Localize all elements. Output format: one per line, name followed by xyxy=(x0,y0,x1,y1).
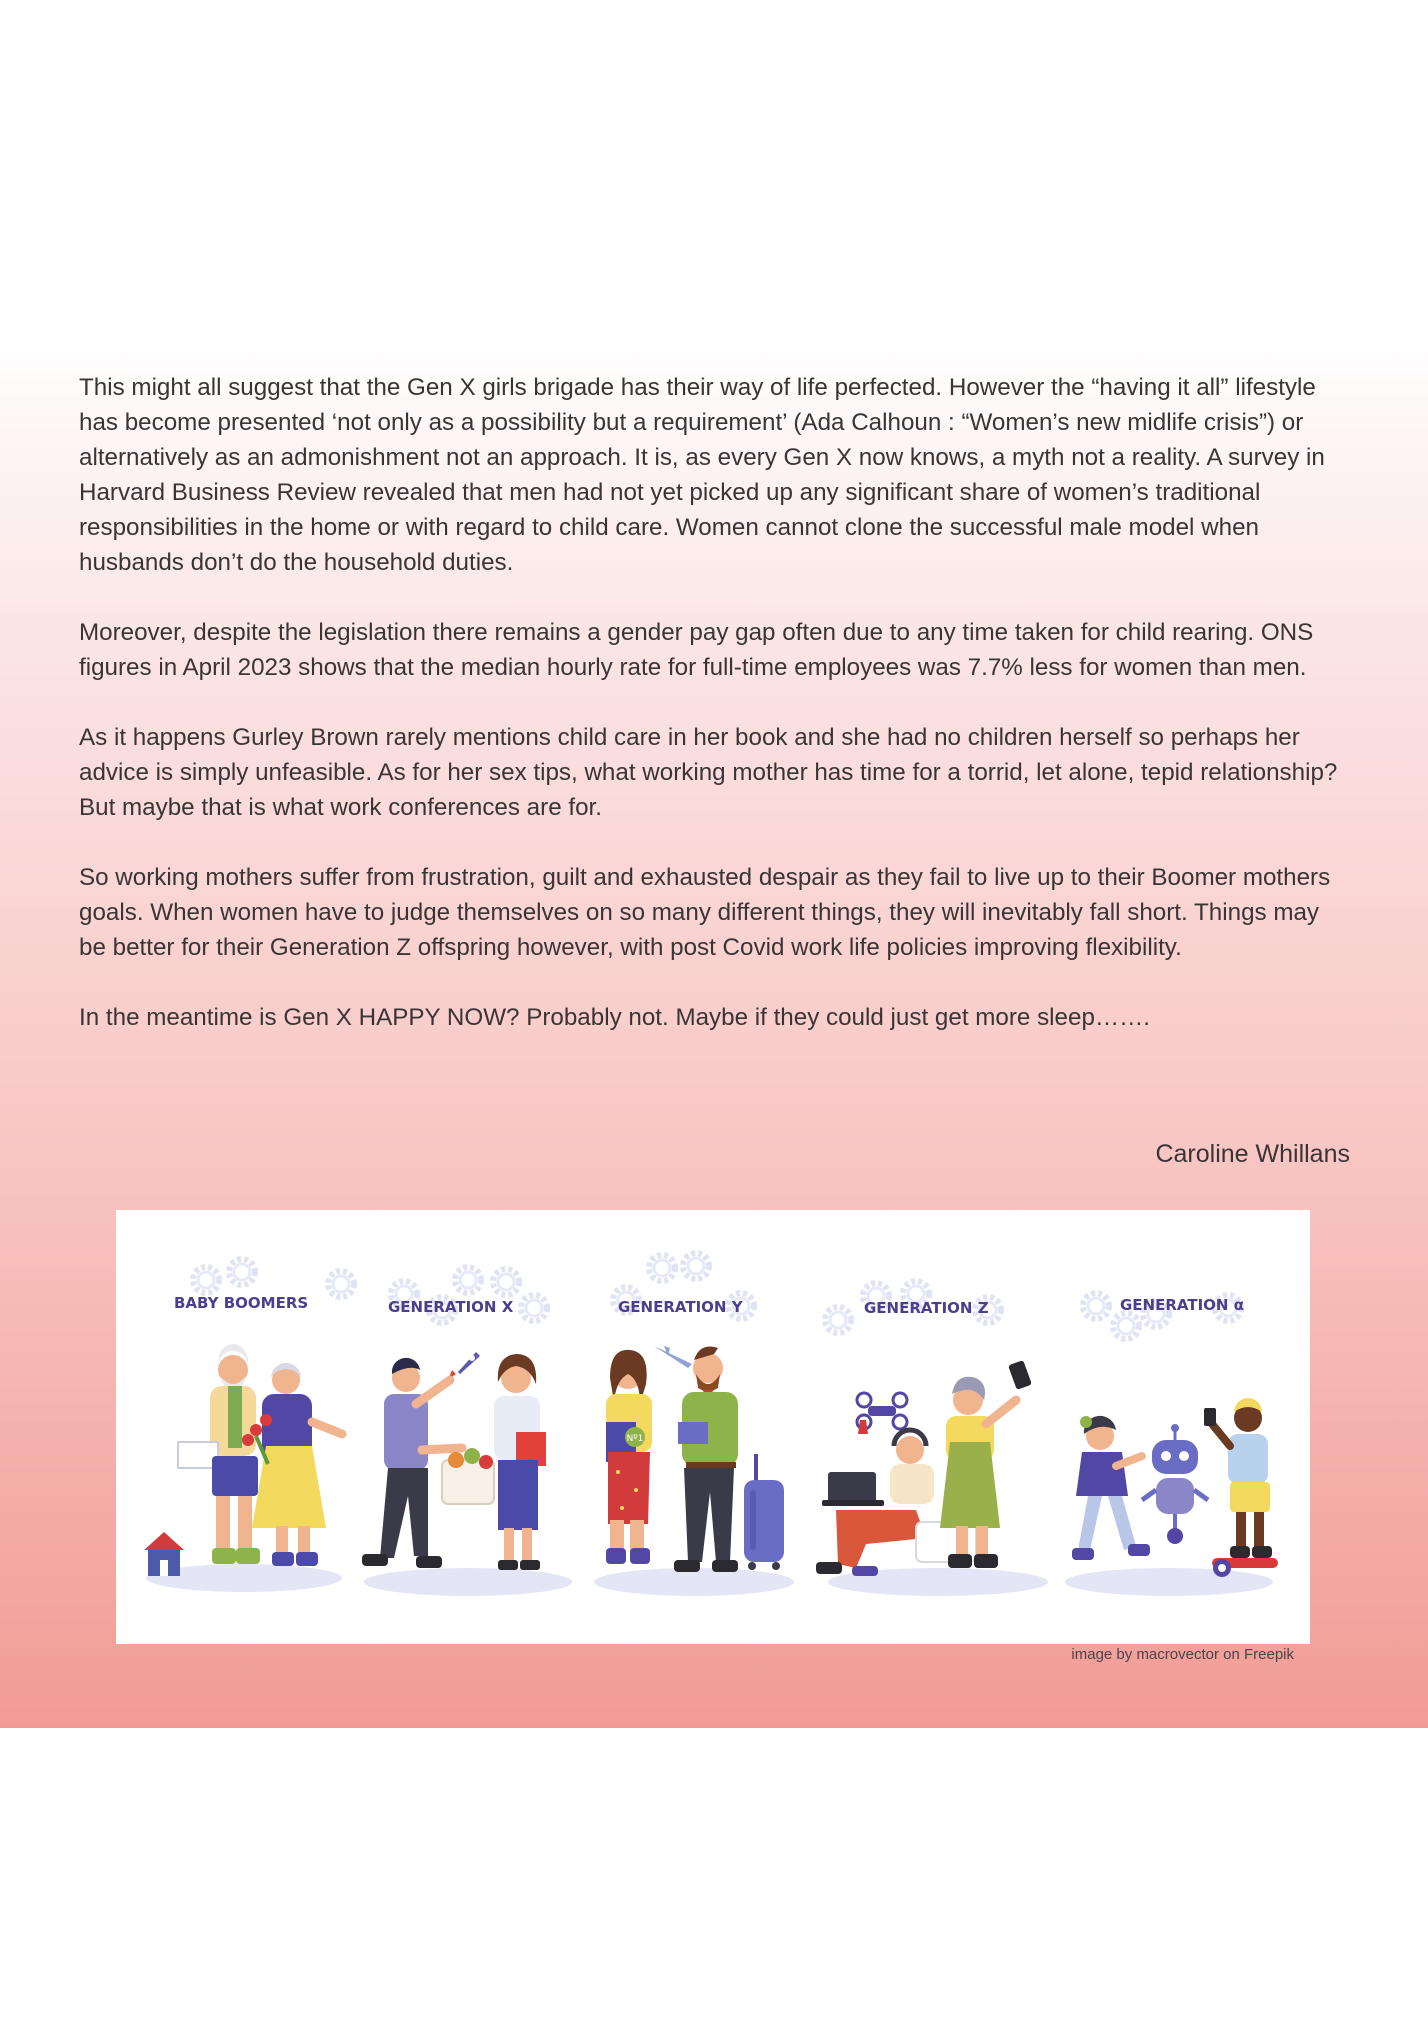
suitcase-icon xyxy=(744,1454,784,1570)
image-credit: image by macrovector on Freepik xyxy=(1071,1646,1294,1663)
woman-figure xyxy=(494,1354,546,1570)
generations-illustration xyxy=(116,1210,1310,1644)
boy-figure xyxy=(1204,1398,1272,1558)
generation-y-group xyxy=(606,1346,784,1572)
label-generation-x: GENERATION X xyxy=(388,1298,514,1316)
woman-y-figure xyxy=(606,1350,652,1564)
phone-icon-alpha xyxy=(1204,1408,1216,1426)
robot-icon xyxy=(1142,1424,1208,1544)
badge-number-one: Nº1 xyxy=(626,1434,644,1444)
paragraph-3: As it happens Gurley Brown rarely mentions child care in her book and she had no children herself so perhaps her advice is simply unfeasible. As for her sex tips, what working mother has time for a torrid, let alone, tepid relationship? But maybe that is what work conferences are for. xyxy=(79,724,1338,821)
phone-icon xyxy=(1008,1360,1032,1390)
paragraph-2: Moreover, despite the legislation there remains a gender pay gap often due to any time taken for child rearing. ONS figures in April 2023 shows that the median hourly rate for full-time employees was 7.7% less for women than men. xyxy=(79,619,1314,681)
paragraph-1: This might all suggest that the Gen X girls brigade has their way of life perfected. However the “having it all” lifestyle has become presented ‘not only as a possibility but a requirement’ (Ada Calhoun : “Women’s new midlife crisis”) or alternatively as an admonishment not an approach. It is, as every Gen X now knows, a myth not a reality. A survey in Harvard Business Review revealed that men had not yet picked up any significant share of women’s traditional responsibilities in the home or with regard to child care. Women cannot clone the successful male model when husbands don’t do the household duties. xyxy=(79,374,1325,576)
author-signature: Caroline Whillans xyxy=(1155,1140,1350,1168)
house-icon xyxy=(144,1532,184,1576)
label-generation-alpha: GENERATION α xyxy=(1120,1296,1244,1314)
rocket-icon xyxy=(448,1352,480,1380)
plane-icon xyxy=(654,1346,692,1368)
gear-decorations xyxy=(193,1253,1241,1339)
paragraph-4: So working mothers suffer from frustration, guilt and exhausted despair as they fail to live up to their Boomer mothers goals. When women have to judge themselves on so many different things, they will inevitably fall short. Things may be better for their Generation Z offspring however, with post Covid work life policies improving flexibility. xyxy=(79,864,1331,961)
label-generation-y: GENERATION Y xyxy=(618,1298,743,1316)
generation-z-group xyxy=(816,1360,1032,1576)
man-y-figure xyxy=(674,1347,738,1573)
baby-boomers-group xyxy=(144,1344,342,1576)
laptop-icon xyxy=(822,1472,884,1506)
article-body xyxy=(79,370,1349,1070)
shopping-bag-icon xyxy=(442,1448,494,1504)
label-baby-boomers: BABY BOOMERS xyxy=(174,1294,309,1312)
girl-figure xyxy=(1072,1416,1150,1560)
generations-svg xyxy=(116,1210,1310,1644)
label-generation-z: GENERATION Z xyxy=(864,1299,989,1317)
paragraph-5: In the meantime is Gen X HAPPY NOW? Probably not. Maybe if they could just get more sleep……. xyxy=(79,1004,1151,1031)
grandpa-figure xyxy=(178,1344,260,1564)
generation-x-group xyxy=(362,1352,546,1570)
generation-alpha-group xyxy=(1072,1398,1278,1577)
